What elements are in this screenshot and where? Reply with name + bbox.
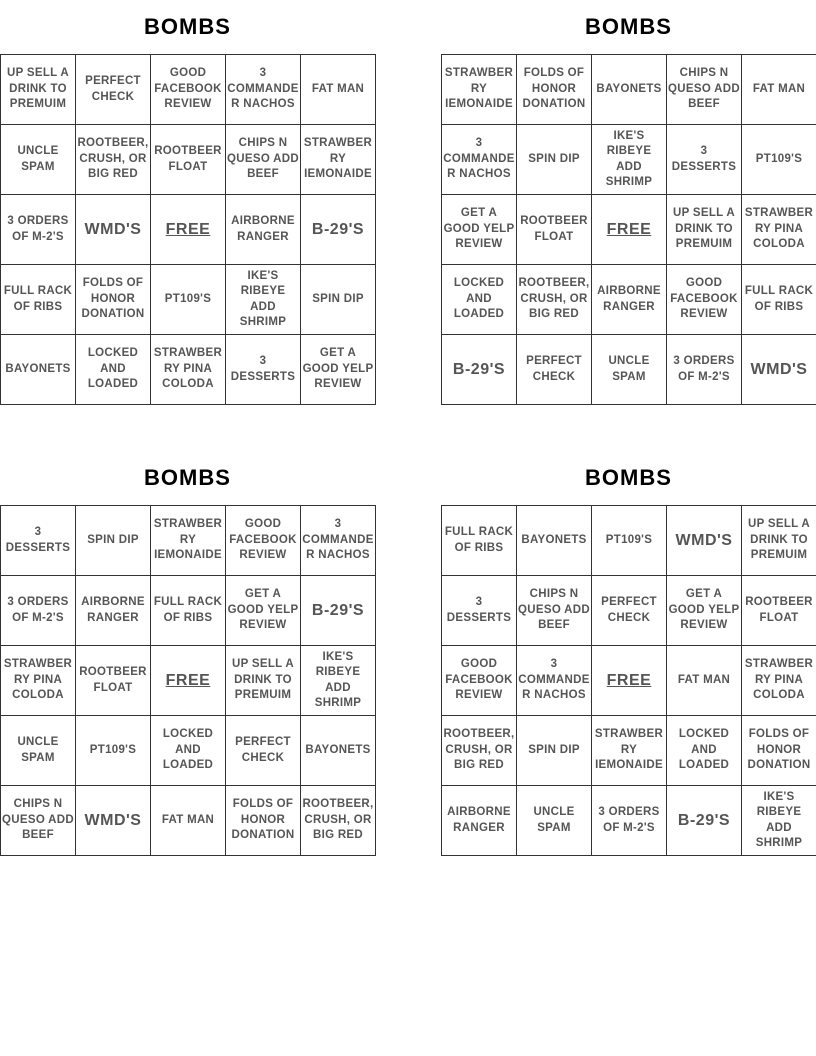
free-space-cell: FREE [151,646,226,716]
bingo-cell: STRAWBERRY PINA COLODA [742,646,816,716]
bingo-cell: GOOD FACEBOOK REVIEW [226,506,301,576]
bingo-cell: UNCLE SPAM [1,716,76,786]
bingo-cell: IKE'S RIBEYE ADD SHRIMP [226,265,301,335]
bingo-cell: FAT MAN [301,55,376,125]
bingo-cell: FOLDS OF HONOR DONATION [517,55,592,125]
bingo-cell: CHIPS N QUESO ADD BEEF [517,576,592,646]
bingo-cell: 3 DESSERTS [226,335,301,405]
bingo-cell: FOLDS OF HONOR DONATION [742,716,816,786]
bingo-cell: SPIN DIP [517,125,592,195]
bingo-cell: SPIN DIP [517,716,592,786]
grid-row [1,55,376,125]
bingo-cell: WMD'S [742,335,816,405]
bingo-cell: WMD'S [76,195,151,265]
bingo-cell: 3 COMMANDER NACHOS [517,646,592,716]
bingo-cell: ROOTBEER FLOAT [742,576,816,646]
bingo-cell: 3 ORDERS OF M-2'S [667,335,742,405]
bingo-cell: STRAWBERRY IEMONAIDE [301,125,376,195]
grid-row [1,646,376,716]
free-space-cell: FREE [151,195,226,265]
bingo-cell: LOCKED AND LOADED [667,716,742,786]
bingo-cell: FOLDS OF HONOR DONATION [76,265,151,335]
bingo-cell: AIRBORNE RANGER [226,195,301,265]
bingo-cell: PT109'S [592,506,667,576]
grid-row [1,125,376,195]
bingo-cell: IKE'S RIBEYE ADD SHRIMP [742,786,816,856]
bingo-cell: 3 ORDERS OF M-2'S [1,576,76,646]
bingo-cell: CHIPS N QUESO ADD BEEF [667,55,742,125]
grid-row [1,716,376,786]
bingo-cell: AIRBORNE RANGER [76,576,151,646]
bingo-cell: ROOTBEER, CRUSH, OR BIG RED [517,265,592,335]
bingo-cell: STRAWBERRY PINA COLODA [742,195,816,265]
grid-row [1,335,376,405]
bingo-cell: PERFECT CHECK [226,716,301,786]
bingo-cell: CHIPS N QUESO ADD BEEF [226,125,301,195]
bingo-cell: LOCKED AND LOADED [151,716,226,786]
bingo-cell: IKE'S RIBEYE ADD SHRIMP [592,125,667,195]
bingo-cell: WMD'S [76,786,151,856]
bingo-cell: WMD'S [667,506,742,576]
card-title: BOMBS [144,465,231,490]
card-title: BOMBS [144,14,231,39]
card-title: BOMBS [585,14,672,39]
bingo-cell: ROOTBEER FLOAT [76,646,151,716]
bingo-cell: STRAWBERRY IEMONAIDE [442,55,517,125]
bingo-cell: SPIN DIP [76,506,151,576]
bingo-cell: 3 COMMANDER NACHOS [301,506,376,576]
bingo-cell: LOCKED AND LOADED [442,265,517,335]
bingo-cell: ROOTBEER FLOAT [151,125,226,195]
bingo-cell: FULL RACK OF RIBS [742,265,816,335]
bingo-cell: B-29'S [442,335,517,405]
bingo-cell: GET A GOOD YELP REVIEW [442,195,517,265]
bingo-cell: CHIPS N QUESO ADD BEEF [1,786,76,856]
bingo-cell: 3 DESSERTS [1,506,76,576]
bingo-cell: ROOTBEER, CRUSH, OR BIG RED [301,786,376,856]
bingo-cell: STRAWBERRY PINA COLODA [1,646,76,716]
bingo-grid [0,54,376,405]
grid-row [1,506,376,576]
card-title: BOMBS [585,465,672,490]
bingo-cell: UP SELL A DRINK TO PREMUIM [226,646,301,716]
bingo-cell: 3 COMMANDER NACHOS [226,55,301,125]
bingo-cell: BAYONETS [301,716,376,786]
bingo-cell: FULL RACK OF RIBS [1,265,76,335]
grid-row [442,506,816,576]
bingo-cell: GET A GOOD YELP REVIEW [667,576,742,646]
bingo-cell: ROOTBEER, CRUSH, OR BIG RED [76,125,151,195]
bingo-cell: LOCKED AND LOADED [76,335,151,405]
bingo-cell: GET A GOOD YELP REVIEW [226,576,301,646]
bingo-grid [441,505,816,856]
bingo-cell: PT109'S [76,716,151,786]
bingo-cell: BAYONETS [517,506,592,576]
bingo-cell: ROOTBEER, CRUSH, OR BIG RED [442,716,517,786]
bingo-cell: STRAWBERRY IEMONAIDE [592,716,667,786]
bingo-cell: B-29'S [301,195,376,265]
bingo-cell: FULL RACK OF RIBS [442,506,517,576]
bingo-cell: STRAWBERRY IEMONAIDE [151,506,226,576]
grid-row [1,576,376,646]
bingo-grid [0,505,376,856]
bingo-cell: GOOD FACEBOOK REVIEW [667,265,742,335]
grid-row [442,576,816,646]
bingo-cell: FAT MAN [151,786,226,856]
bingo-cell: GOOD FACEBOOK REVIEW [151,55,226,125]
bingo-cell: UP SELL A DRINK TO PREMUIM [742,506,816,576]
bingo-cell: GET A GOOD YELP REVIEW [301,335,376,405]
bingo-cell: FAT MAN [742,55,816,125]
grid-row [442,786,816,856]
bingo-cell: PT109'S [151,265,226,335]
bingo-cell: AIRBORNE RANGER [442,786,517,856]
bingo-cell: UP SELL A DRINK TO PREMUIM [667,195,742,265]
bingo-cell: STRAWBERRY PINA COLODA [151,335,226,405]
grid-row [1,786,376,856]
bingo-cell: UP SELL A DRINK TO PREMUIM [1,55,76,125]
grid-row [442,716,816,786]
bingo-cell: PERFECT CHECK [592,576,667,646]
bingo-cell: 3 DESSERTS [667,125,742,195]
bingo-cell: 3 ORDERS OF M-2'S [592,786,667,856]
free-space-cell: FREE [592,646,667,716]
grid-row [1,265,376,335]
bingo-cell: IKE'S RIBEYE ADD SHRIMP [301,646,376,716]
bingo-cell: AIRBORNE RANGER [592,265,667,335]
bingo-cell: PERFECT CHECK [517,335,592,405]
bingo-grid [441,54,816,405]
grid-row [442,55,816,125]
bingo-cell: FAT MAN [667,646,742,716]
bingo-cell: FULL RACK OF RIBS [151,576,226,646]
bingo-cell: GOOD FACEBOOK REVIEW [442,646,517,716]
bingo-cell: UNCLE SPAM [592,335,667,405]
bingo-cell: SPIN DIP [301,265,376,335]
bingo-cell: 3 DESSERTS [442,576,517,646]
grid-row [442,195,816,265]
grid-row [442,125,816,195]
bingo-cell: PERFECT CHECK [76,55,151,125]
free-space-cell: FREE [592,195,667,265]
bingo-cell: B-29'S [667,786,742,856]
bingo-cell: ROOTBEER FLOAT [517,195,592,265]
bingo-cell: PT109'S [742,125,816,195]
bingo-cell: UNCLE SPAM [517,786,592,856]
bingo-cell: 3 ORDERS OF M-2'S [1,195,76,265]
bingo-cell: BAYONETS [1,335,76,405]
bingo-cell: UNCLE SPAM [1,125,76,195]
grid-row [442,265,816,335]
bingo-cell: BAYONETS [592,55,667,125]
bingo-cell: 3 COMMANDER NACHOS [442,125,517,195]
bingo-cell: B-29'S [301,576,376,646]
bingo-cell: FOLDS OF HONOR DONATION [226,786,301,856]
grid-row [1,195,376,265]
grid-row [442,335,816,405]
grid-row [442,646,816,716]
